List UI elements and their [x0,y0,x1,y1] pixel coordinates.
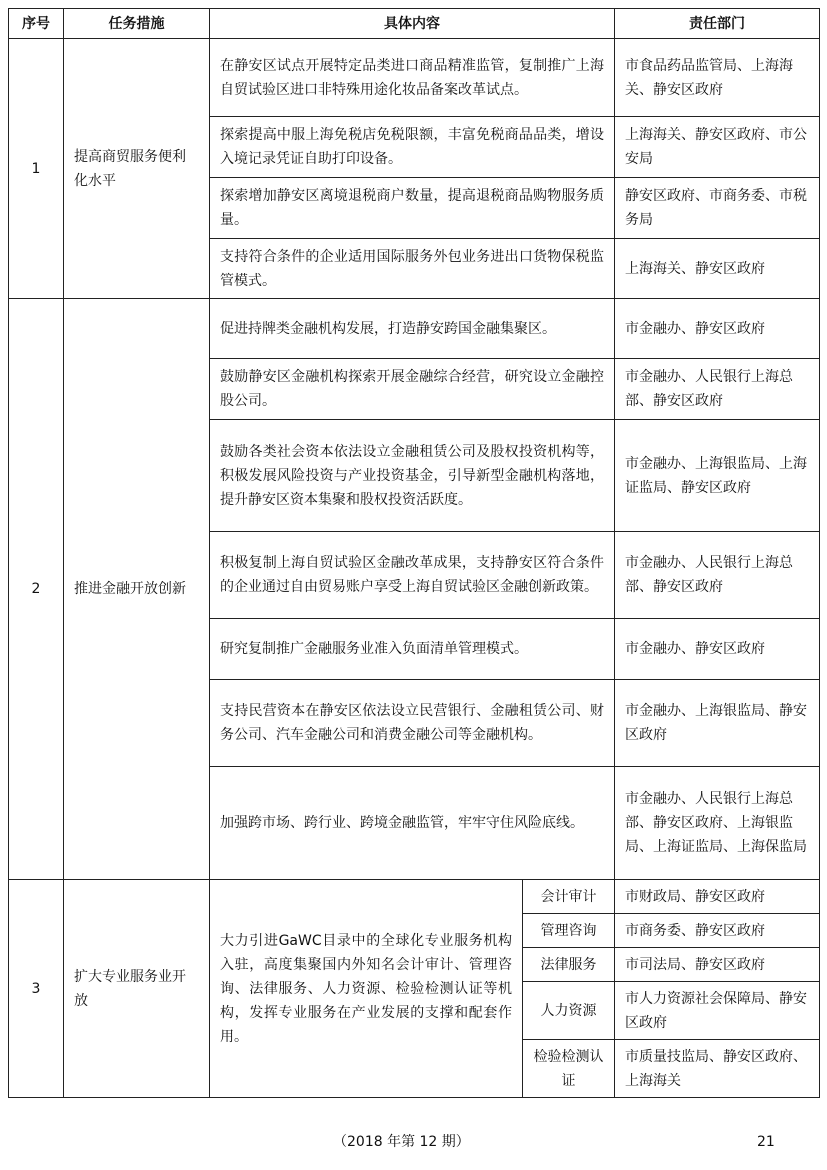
header-task: 任务措施 [64,9,210,39]
header-dept: 责任部门 [615,9,820,39]
dept-cell: 市人力资源社会保障局、静安区政府 [615,982,820,1040]
category-cell: 检验检测认证 [523,1040,615,1098]
content-cell: 探索增加静安区离境退税商户数量，提高退税商品购物服务质量。 [210,178,615,239]
dept-cell: 市金融办、人民银行上海总部、静安区政府 [615,359,820,420]
content-cell: 探索提高中服上海免税店免税限额，丰富免税商品品类，增设入境记录凭证自助打印设备。 [210,117,615,178]
page-footer [0,1131,827,1153]
issue-label: （2018 年第 12 期） [333,1134,470,1150]
table-row [9,299,820,359]
task-cell: 扩大专业服务业开放 [64,880,210,1098]
table-row [9,880,820,914]
seq-cell: 2 [9,299,64,880]
content-cell: 促进持牌类金融机构发展，打造静安跨国金融集聚区。 [210,299,615,359]
dept-cell: 市金融办、上海银监局、静安区政府 [615,680,820,767]
task-cell: 提高商贸服务便利化水平 [64,39,210,299]
page-number: 21 [757,1134,775,1150]
header-content: 具体内容 [210,9,615,39]
seq-cell: 3 [9,880,64,1098]
dept-cell: 市金融办、上海银监局、上海证监局、静安区政府 [615,420,820,532]
content-cell: 鼓励静安区金融机构探索开展金融综合经营，研究设立金融控股公司。 [210,359,615,420]
content-cell: 在静安区试点开展特定品类进口商品精准监管，复制推广上海自贸试验区进口非特殊用途化妆品备案改革试点。 [210,39,615,117]
dept-cell: 市商务委、静安区政府 [615,914,820,948]
content-cell: 加强跨市场、跨行业、跨境金融监管，牢牢守住风险底线。 [210,767,615,880]
content-cell: 鼓励各类社会资本依法设立金融租赁公司及股权投资机构等，积极发展风险投资与产业投资基金，引导新型金融机构落地，提升静安区资本集聚和股权投资活跃度。 [210,420,615,532]
table-row [9,39,820,117]
dept-cell: 市金融办、静安区政府 [615,619,820,680]
dept-cell: 上海海关、静安区政府 [615,239,820,299]
dept-cell: 市金融办、人民银行上海总部、静安区政府 [615,532,820,619]
category-cell: 管理咨询 [523,914,615,948]
category-cell: 会计审计 [523,880,615,914]
dept-cell: 市质量技监局、静安区政府、上海海关 [615,1040,820,1098]
dept-cell: 市金融办、人民银行上海总部、静安区政府、上海银监局、上海证监局、上海保监局 [615,767,820,880]
content-cell: 大力引进GaWC目录中的全球化专业服务机构入驻，高度集聚国内外知名会计审计、管理咨询、法律服务、人力资源、检验检测认证等机构，发挥专业服务在产业发展的支撑和配套作用。 [210,880,523,1098]
dept-cell: 上海海关、静安区政府、市公安局 [615,117,820,178]
dept-cell: 市司法局、静安区政府 [615,948,820,982]
seq-cell: 1 [9,39,64,299]
dept-cell: 静安区政府、市商务委、市税务局 [615,178,820,239]
content-cell: 支持符合条件的企业适用国际服务外包业务进出口货物保税监管模式。 [210,239,615,299]
content-cell: 积极复制上海自贸试验区金融改革成果，支持静安区符合条件的企业通过自由贸易账户享受上海自贸试验区金融创新政策。 [210,532,615,619]
dept-cell: 市食品药品监管局、上海海关、静安区政府 [615,39,820,117]
header-row [9,9,820,39]
dept-cell: 市金融办、静安区政府 [615,299,820,359]
task-cell: 推进金融开放创新 [64,299,210,880]
header-seq: 序号 [9,9,64,39]
category-cell: 法律服务 [523,948,615,982]
dept-cell: 市财政局、静安区政府 [615,880,820,914]
content-cell: 支持民营资本在静安区依法设立民营银行、金融租赁公司、财务公司、汽车金融公司和消费金融公司等金融机构。 [210,680,615,767]
category-cell: 人力资源 [523,982,615,1040]
content-cell: 研究复制推广金融服务业准入负面清单管理模式。 [210,619,615,680]
responsibility-table [8,8,820,1098]
